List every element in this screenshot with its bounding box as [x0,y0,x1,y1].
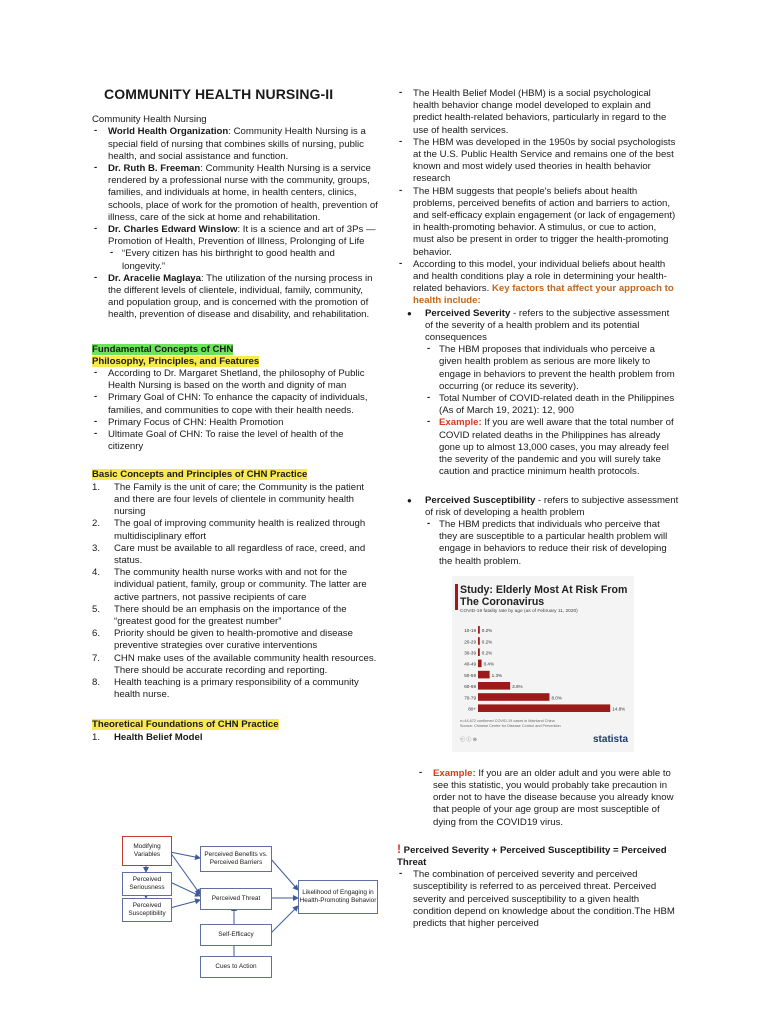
left-column [92,88,380,744]
fundamental-list [92,368,380,453]
value-label: 0.2% [481,628,493,634]
list-item: - The HBM suggests that people's beliefs about health problems, perceived benefits of action and barriers to action, and self-efficacy explain engagement (or lack of engagement) in health-promoting behavior. A stimulus, or cue to action, must also be present in order to trigger the health-promoting behavior. [397,186,679,259]
sub-list [108,248,380,272]
sub-list [425,519,679,568]
list-item: 8. Health teaching is a primary responsibility of a community health nurse. [92,676,359,701]
list-item: - The HBM was developed in the 1950s by social psychologists at the U.S. Public Health Service and remains one of the best known and most widely used theories in health behavior research [397,137,679,186]
list-item: - The combination of perceived severity and perceived susceptibility is referred to as perceived threat. Perceived severity and perceived susceptibility to a given health condition depend on knowledge about the condition.The HBM predicts that higher perceived [397,869,679,930]
list-item: 7. CHN make uses of the available community health resources. There should be accurate recording and reporting. [92,652,377,676]
list-item: - Dr. Aracelie Maglaya: The utilization of the nursing process in the different levels of clientele, individual, family, community, and population group, and is concerned with the promotion of health, prevention of disease and disability, and rehabilitation. [92,273,380,322]
susceptibility-list [397,495,679,568]
value-label: 3.6% [512,684,523,690]
threat-list [397,869,679,930]
list-item: - World Health Organization: Community Health Nursing is a special field of nursing that combines skills of nursing, public health, and social assistance and function. [92,126,380,163]
list-item: 5. There should be an emphasis on the importance of the “greatest good for the greatest number” [92,603,347,627]
severity-list [397,308,679,479]
chart-source: n=44,672 confirmed COVID-19 cases in Mainland China Source: Chinese Centre for Disease Control and Prevention [460,719,561,728]
list-item: 1. The Family is the unit of care; the Community is the patient and there are four levels of clientele in community health nursing [92,481,365,518]
page-title: COMMUNITY HEALTH NURSING-II [104,86,334,102]
list-item: - According to this model, your individual beliefs about health and health conditions play a role in determining your health-related behaviors. Key factors that affect your approach to health include: [397,259,679,308]
hbm-list [397,88,679,308]
category-label: 50-59 [464,672,476,678]
value-label: 8.0% [551,695,562,701]
category-label: 30-39 [464,650,476,656]
example-list [417,768,679,829]
definitions-list [92,126,380,321]
likelihood-box: Likelihood of Engaging in Health-Promoting Behavior [298,880,378,914]
theoretical-heading: Theoretical Foundations of CHN Practice [92,719,279,731]
fundamental-heading: Fundamental Concepts of CHN Philosophy, Principles, and Features [92,343,260,367]
list-item: 2. The goal of improving community health is realized through multidisciplinary effort [92,518,366,542]
list-item: 4. The community health nurse works with and not for the individual patient, family, group or community. The latter are active partners, not passive recipients of care [92,567,367,603]
list-item: - The Health Belief Model (HBM) is a social psychological health behavior change model developed to explain and predict health-related behaviors, particularly in regard to the use of health services. [397,88,679,137]
value-label: 14.8% [612,706,626,712]
list-item: - The HBM predicts that individuals who perceive that they are susceptible to a particular health problem will engage in behaviors to reduce their risk of developing the health problem. [425,519,679,568]
list-item: - Total Number of COVID-related death in the Philippines (As of March 19, 2021): 12, 900 [425,393,679,417]
bar [478,671,490,679]
list-item: - Ultimate Goal of CHN: To raise the level of health of the citizenry [92,429,380,453]
list-item: 6. Priority should be given to health-promotive and disease preventive strategies over curative interventions [92,628,353,652]
exclamation-icon: ! [397,841,401,856]
category-label: 80+ [468,706,476,712]
health-belief-model-diagram [104,832,382,988]
threat-heading: ! Perceived Severity + Perceived Susceptibility = Perceived Threat [397,841,667,868]
covid-fatality-chart [452,576,634,752]
section-heading: Community Health Nursing [92,114,207,126]
list-item: ● Perceived Susceptibility - refers to subjective assessment of risk of developing a health problem - The HBM predicts that individuals who perceive that they are susceptible to a particular health problem will engage in behaviors to reduce their risk of developing the health problem. [397,495,679,568]
value-label: 1.3% [491,672,503,678]
theory-list [92,732,380,744]
list-item: - Primary Focus of CHN: Health Promotion [92,417,380,429]
modifying-variables-box: Modifying Variables [122,836,172,866]
perceived-seriousness-box: Perceived Seriousness [122,872,172,896]
perceived-threat-box: Perceived Threat [200,888,272,910]
list-item: - Dr. Ruth B. Freeman: Community Health Nursing is a service rendered by a professional nurse with the community, groups, families, and individuals at home, in health centers, clinics, schools, place of work for the promotion of health, prevention of illness, care of the sick at home and rehabilitation. [92,163,380,224]
sub-list [425,344,679,478]
value-label: 0.2% [481,639,493,645]
bar [478,693,549,701]
category-label: 20-29 [464,639,476,645]
list-item: - Primary Goal of CHN: To enhance the capacity of individuals, families, and communities to cope with their health needs. [92,392,380,416]
statista-logo: statista [592,734,628,745]
value-label: 0.4% [483,661,495,667]
list-item: - According to Dr. Margaret Shetland, the philosophy of Public Health Nursing is based on the worth and dignity of man [92,368,380,392]
basic-heading: Basic Concepts and Principles of CHN Practice [92,469,308,481]
perceived-benefits-box: Perceived Benefits vs. Perceived Barriers [200,846,272,872]
category-label: 40-49 [464,661,476,667]
list-item: - Dr. Charles Edward Winslow: It is a science and art of 3Ps — Promotion of Health, Prevention of Illness, Prolonging of Life - “Every citizen has his birthright to good health and longevity.” [92,224,380,273]
list-item: - Example: If you are an older adult and you were able to see this statistic, you would probably take precaution in order not to have the disease because you already know that people of your age group are most susceptible of dying from the COVID19 virus. [417,768,679,829]
chart-title: Study: Elderly Most At Risk From The Coronavirus [460,584,628,608]
bar [478,637,480,645]
right-column [397,88,679,930]
bar [478,660,482,668]
list-item: 3. Care must be available to all regardless of race, creed, and status. [92,542,366,566]
self-efficacy-box: Self-Efficacy [200,924,272,946]
list-item: - Example: If you are well aware that the total number of COVID related deaths in the Philippines has already gone up to almost 13,000 cases, you may already feel the severity of the pandemic and you will surely take caution and practice minimum health protocols. [425,417,679,478]
list-item: - “Every citizen has his birthright to good health and longevity.” [108,248,380,272]
value-label: 0.2% [481,650,493,656]
bar [478,682,510,690]
list-item: ● Perceived Severity - refers to the subjective assessment of the severity of a health problem and its potential consequences - The HBM proposes that individuals who perceive a given health problem as serious are more likely to engage in behaviors to prevent the health problem from occurring (or reduce its severity). - Total Number of COVID-related death in the Philippines (As of March 19, 2021): 12, 900 - Example: If you are well aware that the total number of COVID related deaths in the Philippines has already gone up to almost 13,000 cases, you may already feel the severity of the pandemic and you will surely take caution and practice minimum health protocols. [397,308,679,479]
list-item: 1. Health Belief Model [92,731,203,743]
license-icon: ⓒ ⓘ ⊜ [460,737,477,743]
bar [478,626,480,634]
category-label: 10-19 [464,628,476,634]
category-label: 60-69 [464,684,476,690]
chart-subtitle: COVID-19 fatality rate by age (as of February 11, 2020) [460,609,578,614]
basic-list [92,482,380,702]
category-label: 70-79 [464,695,476,701]
cues-to-action-box: Cues to Action [200,956,272,978]
bar [478,704,610,712]
list-item: - The HBM proposes that individuals who perceive a given health problem as serious are more likely to engage in behaviors to prevent the health problem from occurring (or reduce its severity). [425,344,679,393]
bar [478,648,480,656]
perceived-susceptibility-box: Perceived Susceptibility [122,898,172,922]
